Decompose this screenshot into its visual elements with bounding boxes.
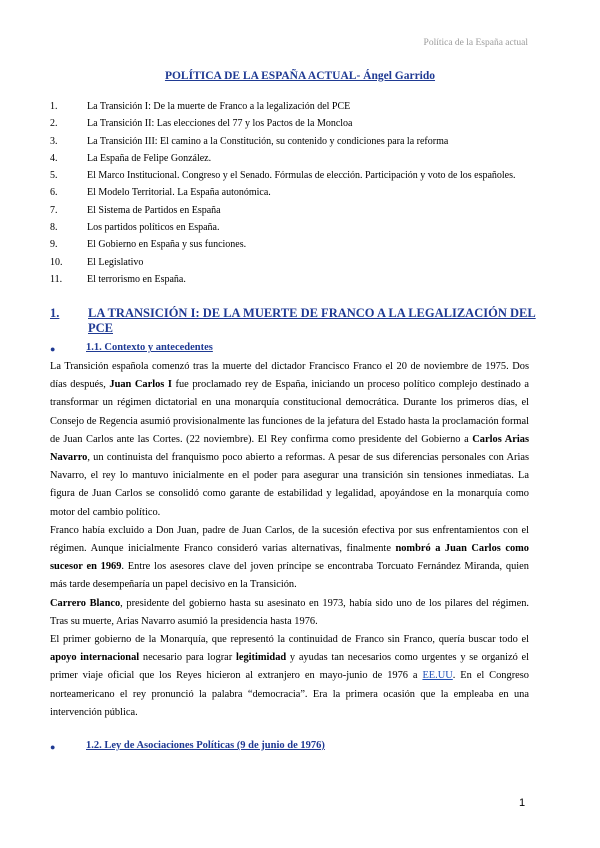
section-number: 1. [50,306,60,320]
page-number: 1 [519,797,526,809]
toc-item [50,150,550,167]
toc-number: 3. [50,135,58,147]
subheading-context [50,342,550,357]
text-run: , presidente del gobierno hasta su asesinato en 1973, había sido uno de los pilares del régimen. Tras su muerte, Arias Navarro asumió la presidencia hasta 1976. [50,597,529,627]
bold-text: Juan Carlos I [109,379,172,391]
toc-item [50,98,550,115]
section-title: LA TRANSICIÓN I: DE LA MUERTE DE FRANCO A LA LEGALIZACIÓN DEL PCE [88,306,536,335]
toc-item [50,219,550,236]
table-of-contents [50,98,550,288]
toc-number: 8. [50,222,58,234]
usa-link[interactable]: EE.UU [422,670,453,682]
text-run: y ayudas tan necesarios como urgentes y se organizó el primer viaje oficial que los Reyes hicieron al extranjero en mayo-junio de 1976 a [50,652,529,682]
toc-label: El Modelo Territorial. La España autonómica. [87,187,271,199]
toc-item [50,167,550,184]
toc-label: La Transición I: De la muerte de Franco a la legalización del PCE [87,101,351,112]
document-title: POLÍTICA DE LA ESPAÑA ACTUAL- Ángel Garrido [164,70,436,82]
subheading-title: 1.1. Contexto y antecedentes [86,342,213,353]
body-text [50,358,529,722]
toc-label: El terrorismo en España. [87,273,186,285]
text-run: Franco había excluido a Don Juan, padre de Juan Carlos, de la sucesión efectiva por sus enfrentamientos con el régimen. Aunque inicialmente Franco consideró varias alternativas, finalmente [50,524,529,555]
text-run: El primer gobierno de la Monarquía, que representó la continuidad de Franco sin Franco, quería buscar todo el [50,634,529,646]
bold-text: Carrero Blanco [50,597,121,609]
bold-text: apoyo internacional [50,652,140,664]
section-heading [50,306,560,336]
toc-label: La Transición III: El camino a la Constitución, su contenido y condiciones para la reforma [87,135,449,147]
bullet-icon: ● [50,344,56,354]
toc-number: 1. [50,101,58,112]
toc-item [50,254,550,271]
paragraph [50,522,529,595]
toc-item [50,184,550,201]
bold-text: nombró a Juan Carlos como sucesor en 1969 [50,543,529,573]
running-header: Política de la España actual [423,38,528,48]
toc-number: 4. [50,152,58,164]
toc-item [50,271,550,288]
text-run: necesario para lograr [139,652,236,664]
toc-number: 9. [50,239,58,251]
toc-label: El Marco Institucional. Congreso y el Senado. Fórmulas de elección. Participación y voto de los españoles. [87,170,516,182]
bold-text: Carlos Arias Navarro [50,433,529,464]
toc-item [50,115,550,132]
toc-number: 10. [50,256,63,268]
toc-number: 11. [50,273,63,285]
bold-text: legitimidad [235,652,287,664]
text-run: La Transición española comenzó tras la muerte del dictador Francisco Franco el 20 de noviembre de 1975. Dos días después, [50,361,529,391]
text-run: fue proclamado rey de España, iniciando un proceso político complejo destinado a transformar un régimen dictatorial en una monarquía constitucional democrática. Durante los primeros días, el Consejo de Regencia asumió provisionalmente las funciones de la jefatura del Estado hasta la proclamación formal de Juan Carlos ante las Cortes. (22 noviembre). El Rey confirma como presidente del Gobierno a [50,379,529,445]
toc-label: La España de Felipe González. [87,152,212,164]
toc-label: El Gobierno en España y sus funciones. [87,239,247,251]
bullet-icon: ● [50,742,56,752]
toc-label: El Legislativo [87,256,144,268]
toc-item [50,202,550,219]
toc-label: Los partidos políticos en España. [87,222,220,234]
toc-number: 6. [50,187,58,199]
paragraph [50,595,529,631]
toc-number: 7. [50,204,58,216]
toc-number: 5. [50,170,58,182]
text-run: . En el Congreso norteamericano el rey pronunció la palabra “democracia”. Era la primera ocasión que la empleaba en una intervención pública. [50,670,530,718]
text-run: , un continuista del franquismo poco abierto a reformas. A pesar de sus diferencias personales con Arias Navarro, el rey lo mantuvo inicialmente en el poder para asegurar una transición sin tensiones inmediatas. La figura de Juan Carlos se consolidó como garante de estabilidad y legalidad, apoyándose en la monarquía como motor del cambio político. [50,452,529,518]
toc-number: 2. [50,118,58,130]
paragraph [50,358,529,522]
text-run: . Entre los asesores clave del joven príncipe se encontraba Torcuato Fernández Miranda, quien más tarde desempeñaría un papel decisivo en la Transición. [50,561,529,591]
toc-label: La Transición II: Las elecciones del 77 y los Pactos de la Moncloa [87,118,353,130]
paragraph [50,631,529,722]
subheading-associations-law [50,740,550,755]
toc-item [50,133,550,150]
toc-label: El Sistema de Partidos en España [87,204,221,216]
subheading-title: 1.2. Ley de Asociaciones Políticas (9 de junio de 1976) [86,740,325,751]
toc-item [50,236,550,253]
